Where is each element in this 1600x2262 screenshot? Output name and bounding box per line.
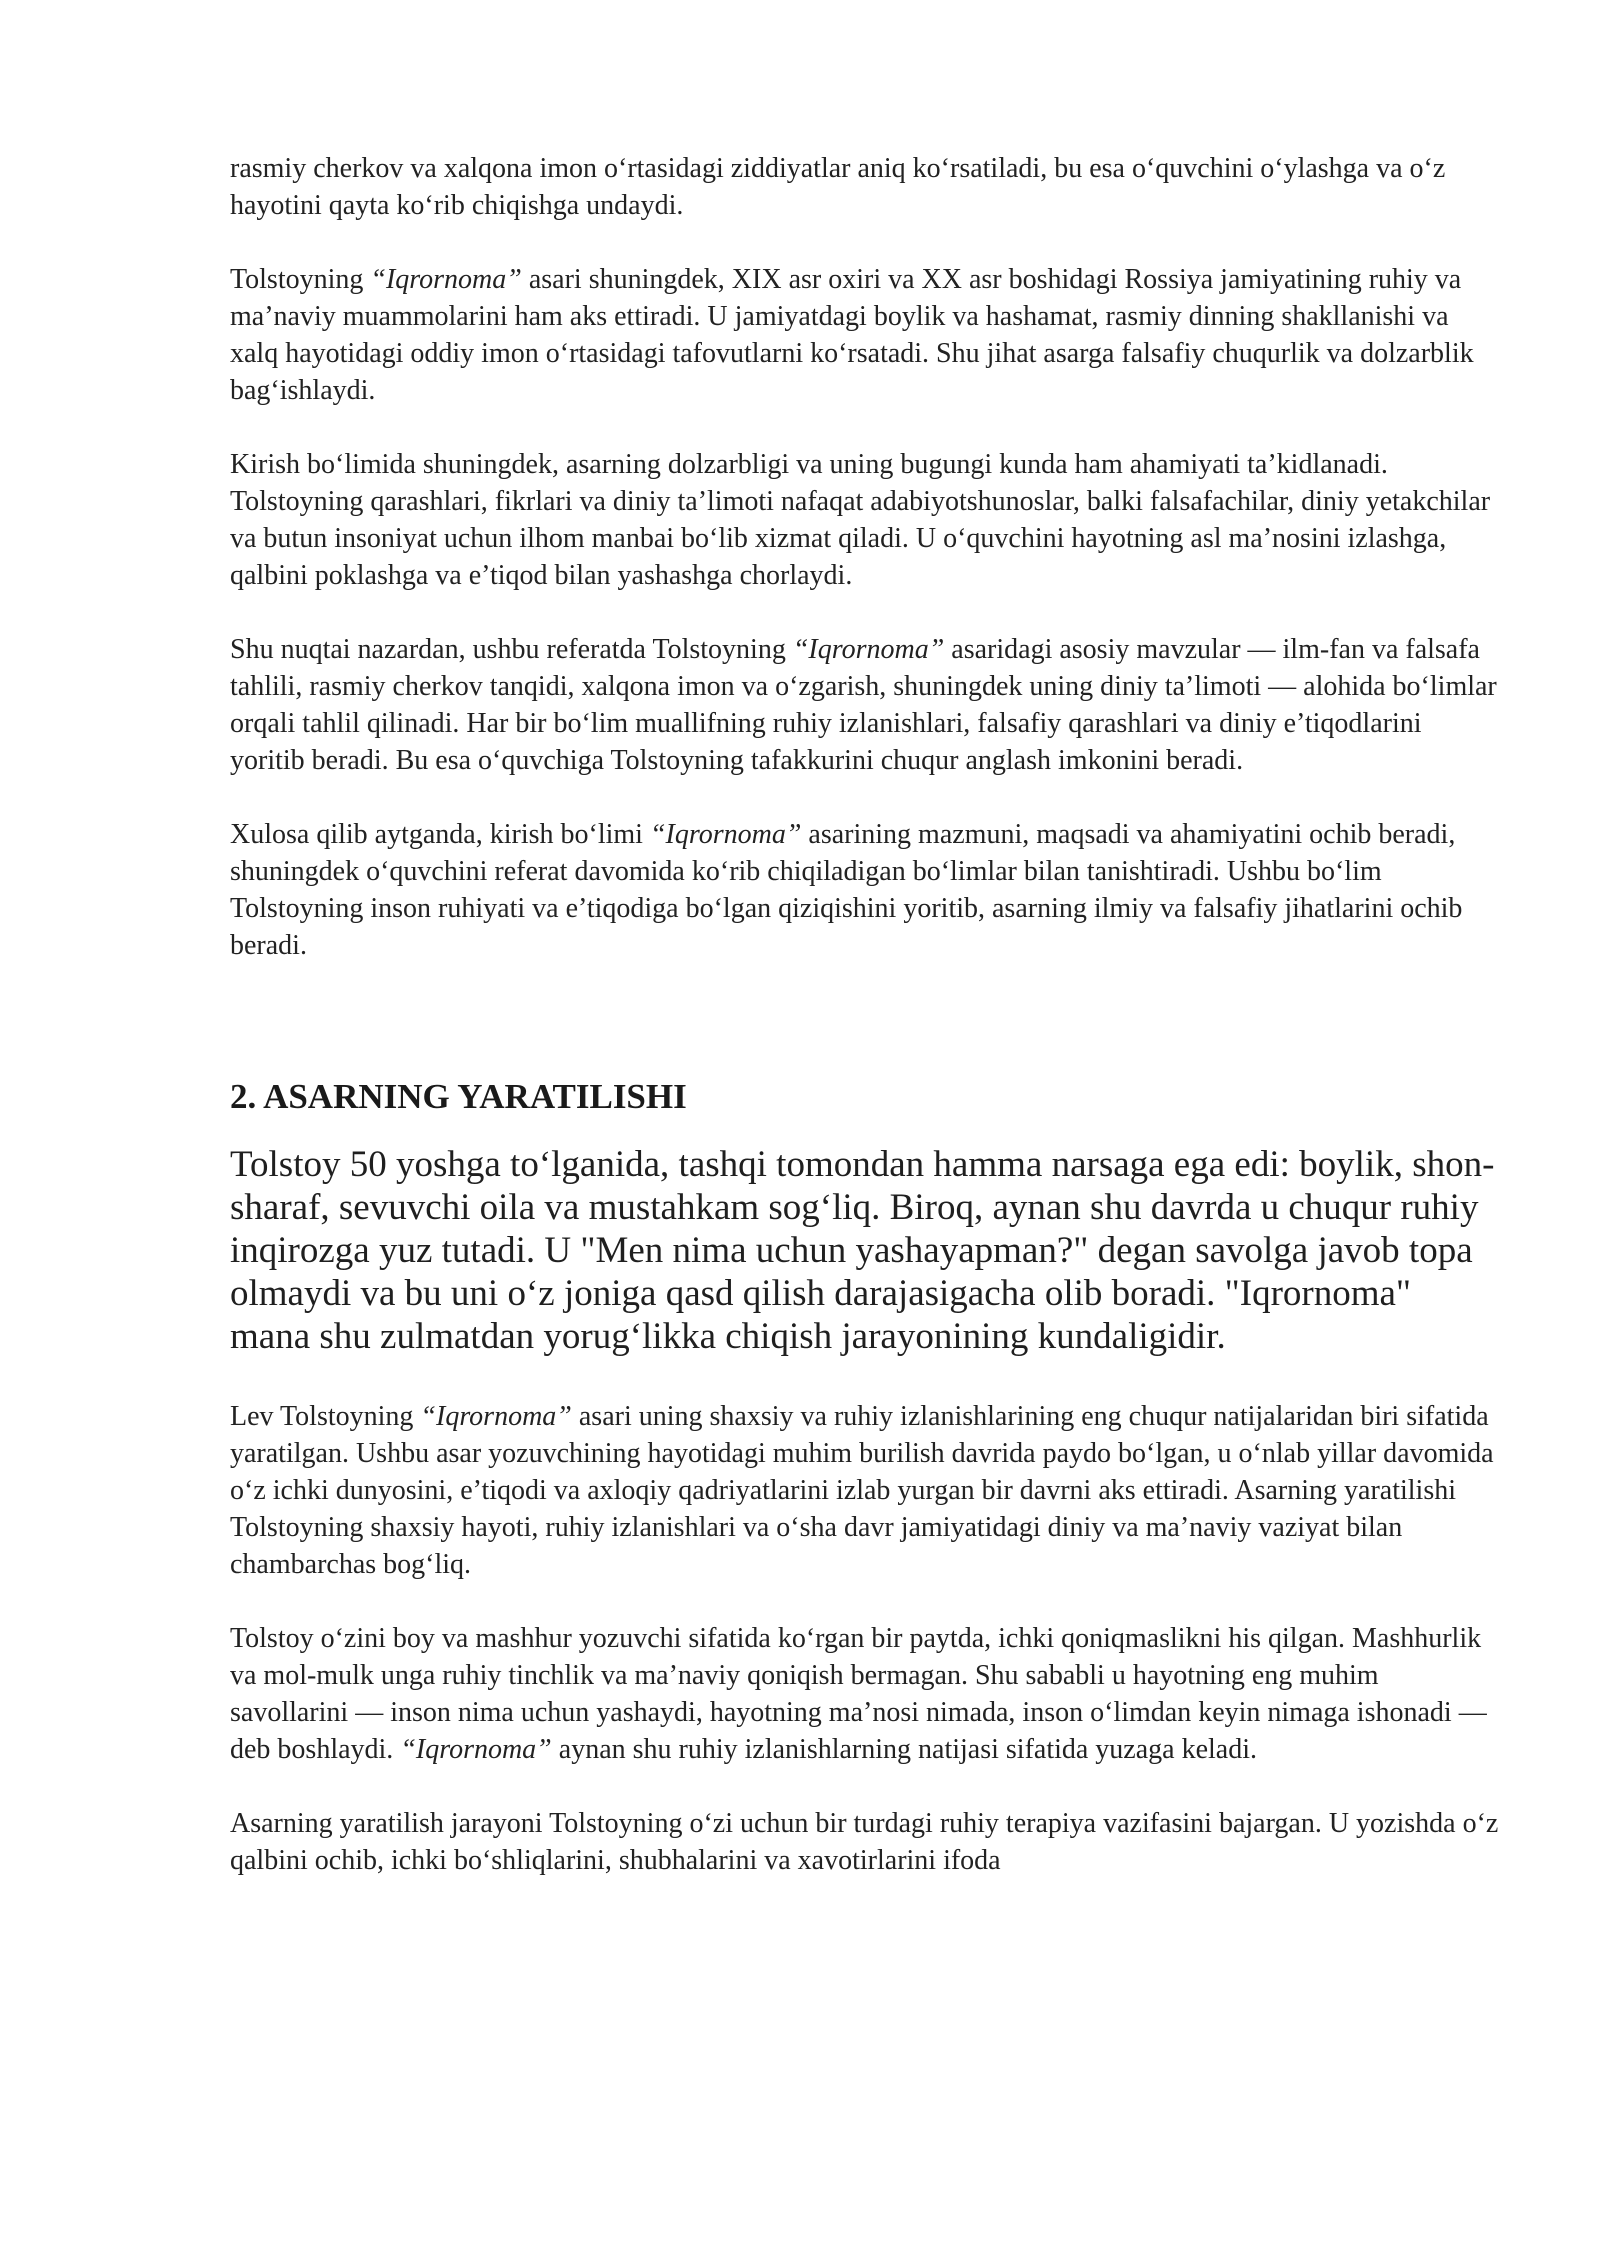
paragraph-yaratilish: Lev Tolstoyning “Iqrornoma” asari uning shaxsiy va ruhiy izlanishlarining eng chuqur natijalaridan biri sifatida yaratilgan. Ushbu asar yozuvchining hayotidagi muhim burilish davrida paydo bo‘lgan, u o‘nlab yillar davomida o‘z ichki dunyosini, e’tiqodi va axloqiy qadriyatlarini izlab yurgan bir davrni aks ettiradi. Asarning yaratilishi Tolstoyning shaxsiy hayoti, ruhiy izlanishlari va o‘sha davr jamiyatidagi diniy va ma’naviy vaziyat bilan chambarchas bog‘liq.	[230, 1401, 1494, 1580]
book-title: “Iqrornoma”	[792, 634, 945, 665]
document-page	[230, 150, 1500, 1916]
paragraph-jamiyat: Tolstoyning “Iqrornoma” asari shuningdek, XIX asr oxiri va XX asr boshidagi Rossiya jamiyatining ruhiy va ma’naviy muammolarini ham aks ettiradi. U jamiyatdagi boylik va hashamat, rasmiy dinning shakllanishi va xalq hayotidagi oddiy imon o‘rtasidagi tafovutlarni ko‘rsatadi. Shu jihat asarga falsafiy chuqurlik va dolzarblik bag‘ishlaydi.	[230, 264, 1474, 406]
book-title: “Iqrornoma”	[649, 819, 802, 850]
paragraph-xulosa: Xulosa qilib aytganda, kirish bo‘limi “Iqrornoma” asarining mazmuni, maqsadi va ahamiyatini ochib beradi, shuningdek o‘quvchini referat davomida ko‘rib chiqiladigan bo‘limlar bilan tanishtiradi. Ushbu bo‘lim Tolstoyning inson ruhiyati va e’tiqodiga bo‘lgan qiziqishini yoritib, asarning ilmiy va falsafiy jihatlarini ochib beradi.	[230, 819, 1463, 961]
paragraph-dolzarblik: Kirish bo‘limida shuningdek, asarning dolzarbligi va uning bugungi kunda ham ahamiyati ta’kidlanadi. Tolstoyning qarashlari, fikrlari va diniy ta’limoti nafaqat adabiyotshunoslar, balki falsafachilar, diniy yetakchilar va butun insoniyat uchun ilhom manbai bo‘lib xizmat qiladi. U o‘quvchini hayotning asl ma’nosini izlashga, qalbini poklashga va e’tiqod bilan yashashga chorlaydi.	[230, 449, 1491, 591]
paragraph-mavzular: Shu nuqtai nazardan, ushbu referatda Tolstoyning “Iqrornoma” asaridagi asosiy mavzular — ilm-fan va falsafa tahlili, rasmiy cherkov tanqidi, xalqona imon va o‘zgarish, shuningdek uning diniy ta’limoti — alohida bo‘limlar orqali tahlil qilinadi. Har bir bo‘lim muallifning ruhiy izlanishlari, falsafiy qarashlari va diniy e’tiqodlarini yoritib beradi. Bu esa o‘quvchiga Tolstoyning tafakkurini chuqur anglash imkonini beradi.	[230, 634, 1497, 776]
paragraph-cherkov: rasmiy cherkov va xalqona imon o‘rtasidagi ziddiyatlar aniq ko‘rsatiladi, bu esa o‘quvchini o‘ylashga va o‘z hayotini qayta ko‘rib chiqishga undaydi.	[230, 153, 1446, 221]
lead-paragraph: Tolstoy 50 yoshga to‘lganida, tashqi tomondan hamma narsaga ega edi: boylik, shon-sharaf, sevuvchi oila va mustahkam sog‘liq. Biroq, aynan shu davrda u chuqur ruhiy inqirozga yuz tutadi. U "Men nima uchun yashayapman?" degan savolga javob topa olmaydi va bu uni o‘z joniga qasd qilish darajasigacha olib boradi. "Iqrornoma" mana shu zulmatdan yorug‘likka chiqish jarayonining kundaligidir.	[230, 1144, 1495, 1357]
section-heading: 2. ASARNING YARATILISHI	[230, 1077, 687, 1116]
book-title: “Iqrornoma”	[370, 264, 522, 295]
book-title: “Iqrornoma”	[400, 1734, 552, 1765]
paragraph-terapiya: Asarning yaratilish jarayoni Tolstoyning o‘zi uchun bir turdagi ruhiy terapiya vazifasini bajargan. U yozishda o‘z qalbini ochib, ichki bo‘shliqlarini, shubhalarini va xavotirlarini ifoda	[230, 1808, 1499, 1876]
book-title: “Iqrornoma”	[420, 1401, 572, 1432]
paragraph-qoniqmaslik: Tolstoy o‘zini boy va mashhur yozuvchi sifatida ko‘rgan bir paytda, ichki qoniqmaslikni his qilgan. Mashhurlik va mol-mulk unga ruhiy tinchlik va ma’naviy qoniqish bermagan. Shu sababli u hayotning eng muhim savollarini — inson nima uchun yashaydi, hayotning ma’nosi nimada, inson o‘limdan keyin nimaga ishonadi — deb boshlaydi. “Iqrornoma” aynan shu ruhiy izlanishlarning natijasi sifatida yuzaga keladi.	[230, 1623, 1487, 1765]
